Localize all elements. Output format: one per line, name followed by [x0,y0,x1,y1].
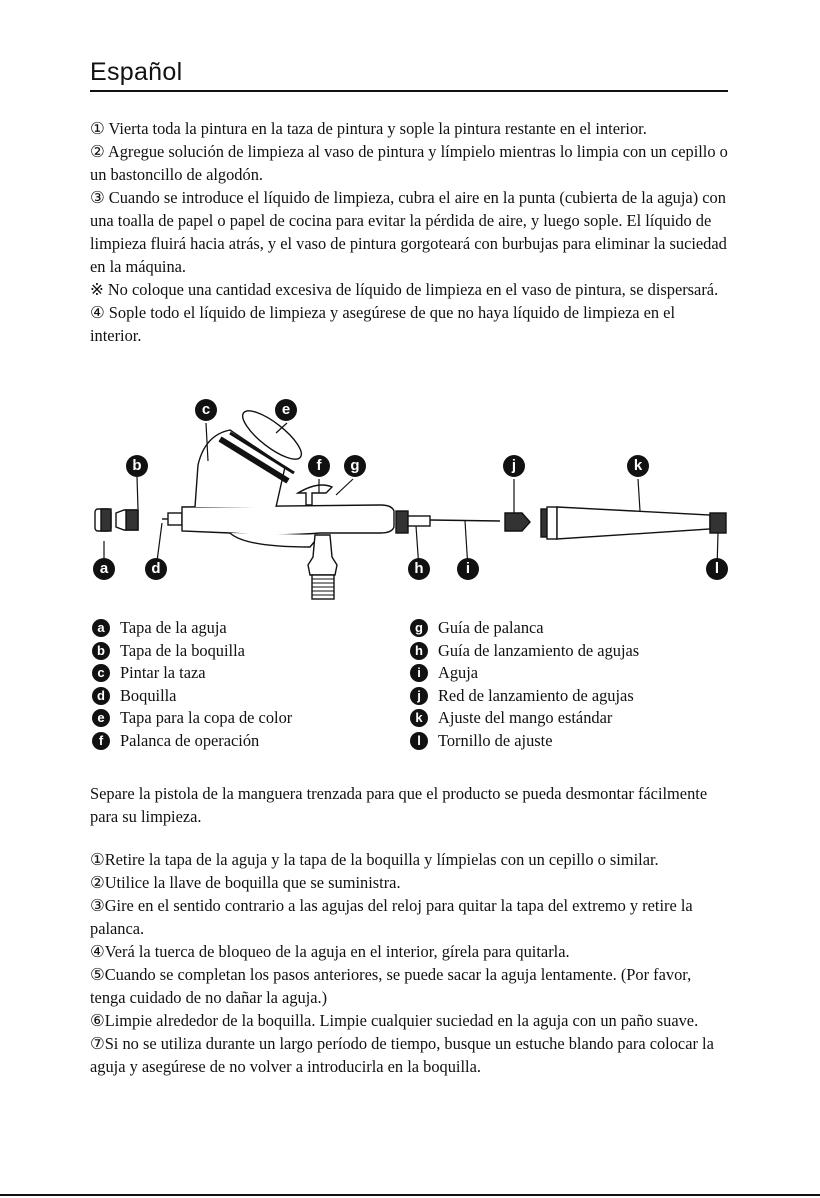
legend-badge: f [92,732,110,750]
legend-label: Guía de palanca [438,618,544,637]
legend-badge: e [92,709,110,727]
legend-label: Aguja [438,663,479,682]
callout-h: h [408,558,430,580]
intro-instructions [90,117,730,347]
step-item: ③Gire en el sentido contrario a las agujas del reloj para quitar la tapa del extremo y retire la palanca. [90,896,693,938]
legend-item [410,662,639,685]
airbrush-body [182,505,394,535]
legend-badge: d [92,687,110,705]
legend-label: Pintar la taza [120,663,206,682]
legend-badge: k [410,709,428,727]
airbrush-diagram [80,395,740,610]
needle-chuck-guide-part [396,511,408,533]
airbrush-handle [230,533,320,547]
legend-item [92,707,292,730]
intro-note: ※ No coloque una cantidad excesiva de líquido de limpieza en el vaso de pintura, se dispersará. [90,280,719,299]
operation-lever-part [298,485,332,505]
callout-g: g [344,455,366,477]
legend-badge: c [92,664,110,682]
intro-step: ④ Sople todo el líquido de limpieza y asegúrese de que no haya líquido de limpieza en el interior. [90,303,676,345]
intro-step: ③ Cuando se introduce el líquido de limpieza, cubra el aire en la punta (cubierta de la aguja) con una toalla de papel o papel de cocina para evitar la pérdida de aire, y luego sople. El líquido de limpieza fluirá hacia atrás, y el vaso de pintura gorgoteará con burbujas para eliminar la suciedad en la máquina. [90,188,727,276]
step-item: ①Retire la tapa de la aguja y la tapa de la boquilla y límpielas con un cepillo o similar. [90,850,659,869]
legend-label: Tornillo de ajuste [438,730,553,750]
step-item: ④Verá la tuerca de bloqueo de la aguja en el interior, gírela para quitarla. [90,942,570,961]
legend-label: Ajuste del mango estándar [438,708,613,727]
adjust-screw-part [710,513,726,533]
callout-l: l [706,558,728,580]
legend-badge: i [410,664,428,682]
intro-step: ② Agregue solución de limpieza al vaso de pintura y límpielo mientras lo limpia con un cepillo o un bastoncillo de algodón. [90,142,728,184]
legend-item [410,707,639,730]
legend-badge: b [92,642,110,660]
intro-step: ① Vierta toda la pintura en la taza de pintura y sople la pintura restante en el interior. [90,119,647,138]
nozzle-part [168,513,182,525]
step-item: ②Utilice la llave de boquilla que se suministra. [90,873,401,892]
parts-legend-left [92,617,292,752]
legend-item [410,730,639,753]
legend-item [410,617,639,640]
section-title: Español [90,58,183,86]
legend-label: Red de lanzamiento de agujas [438,685,634,705]
legend-label: Boquilla [120,685,177,705]
callout-b: b [126,455,148,477]
legend-item [92,730,292,753]
needle-chuck-nut-part [505,513,530,531]
legend-label: Tapa de la boquilla [120,640,245,660]
separate-text: Separe la pistola de la manguera trenzada para que el producto se pueda desmontar fácilmente para su limpieza. [90,784,708,826]
legend-badge: h [410,642,428,660]
legend-label: Tapa para la copa de color [120,708,293,727]
step-item: ⑦Si no se utiliza durante un largo período de tiempo, busque un estuche blando para colocar la aguja y asegúrese de no volver a introducirla en la boquilla. [90,1034,714,1076]
callout-j: j [503,455,525,477]
legend-label: Guía de lanzamiento de agujas [438,640,640,660]
handle-adjuster-part [557,507,710,539]
title-underline [90,90,728,92]
callout-k: k [627,455,649,477]
step-item: ⑤Cuando se completan los pasos anteriores, se puede sacar la aguja lentamente. (Por favor, tenga cuidado de no dañar la aguja.) [90,965,692,1007]
legend-item [92,617,292,640]
legend-badge: j [410,687,428,705]
callout-f: f [308,455,330,477]
callout-a: a [93,558,115,580]
legend-item [410,685,639,708]
callout-i: i [457,558,479,580]
callout-d: d [145,558,167,580]
legend-label: Palanca de operación [120,730,260,750]
legend-item [92,685,292,708]
legend-badge: a [92,619,110,637]
separate-instructions [90,782,730,828]
parts-legend-right [410,617,639,752]
legend-item [92,662,292,685]
page-bottom-rule [0,1194,820,1196]
step-item: ⑥Limpie alrededor de la boquilla. Limpie cualquier suciedad en la aguja con un paño suave. [90,1011,699,1030]
callout-e: e [275,399,297,421]
legend-badge: g [410,619,428,637]
legend-item [92,640,292,663]
needle-part [430,520,500,521]
legend-item [410,640,639,663]
legend-label: Tapa de la aguja [120,618,227,637]
disassembly-steps [90,848,730,1078]
legend-badge: l [410,732,428,750]
callout-c: c [195,399,217,421]
